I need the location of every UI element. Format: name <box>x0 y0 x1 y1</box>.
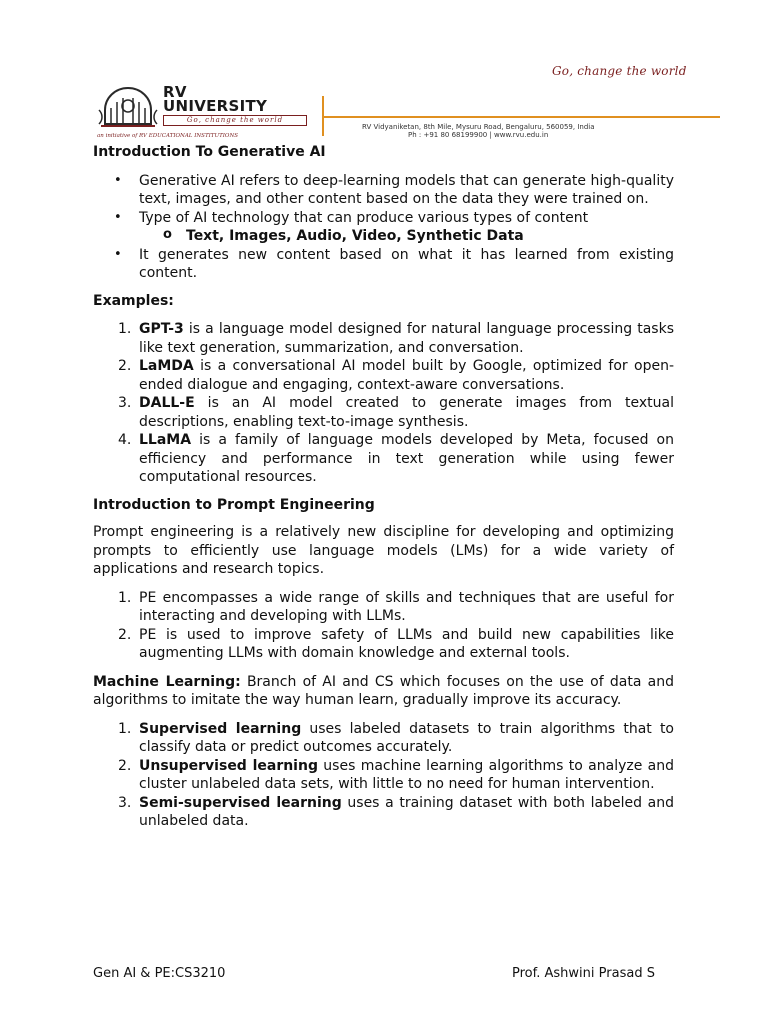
footer-course-code: Gen AI & PE:CS3210 <box>93 966 226 981</box>
list-number: 2. <box>118 358 132 374</box>
list-item-text: is an AI model created to generate images from textual descriptions, enabling text-to-image synthesis. <box>139 395 674 430</box>
list-item <box>93 246 674 283</box>
list-number: 1. <box>118 720 132 737</box>
list-item-text: PE encompasses a wide range of skills and techniques that are useful for interacting and developing with LLMs. <box>139 589 674 624</box>
list-item <box>93 357 674 394</box>
header-address: RV Vidyaniketan, 8th Mile, Mysuru Road, Bengaluru, 560059, India <box>362 123 595 131</box>
prompt-engineering-paragraph: Prompt engineering is a relatively new discipline for developing and optimizing prompts to efficiently use language models (LMs) for a wide variety of applications and research topics. <box>93 524 674 577</box>
list-item <box>93 626 674 663</box>
generative-ai-bullets <box>93 172 674 283</box>
machine-learning-list <box>93 720 674 831</box>
bullet-icon: • <box>114 209 122 225</box>
list-item <box>93 172 674 209</box>
list-item-term: LaMDA <box>139 358 194 374</box>
list-item-term: GPT-3 <box>139 321 184 337</box>
university-emblem-icon <box>97 84 159 130</box>
logo-name-line1: RV <box>163 83 187 101</box>
list-item-term: Unsupervised learning <box>139 757 318 774</box>
list-number: 1. <box>118 321 132 337</box>
list-number: 3. <box>118 794 132 811</box>
list-item <box>93 320 674 357</box>
machine-learning-text: Branch of AI and CS which focuses on the use of data and algorithms to imitate the way human learn, gradually improve its accuracy. <box>93 673 675 708</box>
list-number: 1. <box>118 589 132 606</box>
list-item-text: It generates new content based on what it has learned from existing content. <box>139 246 674 281</box>
document-body <box>93 143 674 831</box>
list-item-text: is a family of language models developed by Meta, focused on efficiency and performance in text generation while using fewer computational resources. <box>139 432 674 485</box>
list-item-text: PE is used to improve safety of LLMs and build new capabilities like augmenting LLMs with domain knowledge and external tools. <box>139 626 674 661</box>
list-item-term: LLaMA <box>139 432 192 448</box>
sub-list-item <box>93 227 674 246</box>
list-item-text: uses a training dataset with both labeled and unlabeled data. <box>139 794 674 829</box>
logo-wordmark <box>163 85 267 113</box>
list-item-text: Type of AI technology that can produce various types of content <box>139 209 589 226</box>
section-title-generative-ai: Introduction To Generative AI <box>93 144 326 160</box>
list-item-term: Supervised learning <box>139 720 302 737</box>
list-number: 2. <box>118 757 132 774</box>
list-item-term: DALL-E <box>139 395 195 411</box>
footer-author: Prof. Ashwini Prasad S <box>512 966 655 981</box>
bullet-icon: • <box>114 172 122 188</box>
section-title-examples: Examples: <box>93 292 174 309</box>
sub-list-item-text: Text, Images, Audio, Video, Synthetic Data <box>186 228 524 244</box>
list-number: 4. <box>118 432 132 448</box>
list-item <box>93 720 674 757</box>
logo-tagline: Go, change the world <box>163 115 307 126</box>
list-item-text: uses labeled datasets to train algorithms that to classify data or predict outcomes accurately. <box>139 720 674 755</box>
list-item-term: Semi-supervised learning <box>139 794 342 811</box>
prompt-engineering-list <box>93 589 674 663</box>
header-contact: Ph : +91 80 68199900 | www.rvu.edu.in <box>408 131 549 139</box>
list-item-text: is a conversational AI model built by Google, optimized for open-ended dialogue and engaging, context-aware conversations. <box>139 358 674 393</box>
machine-learning-paragraph <box>93 673 674 710</box>
logo-name-line2: UNIVERSITY <box>163 97 268 115</box>
list-number: 2. <box>118 626 132 643</box>
list-item-text: is a language model designed for natural language processing tasks like text generation, summarization, and conversation. <box>139 321 674 356</box>
header-horizontal-divider <box>324 116 720 118</box>
list-item-text: Generative AI refers to deep-learning models that can generate high-quality text, images, and other content based on the data they were trained on. <box>139 172 674 207</box>
list-item <box>93 209 674 228</box>
bullet-icon: • <box>114 246 122 262</box>
list-item <box>93 794 674 831</box>
section-title-prompt-engineering: Introduction to Prompt Engineering <box>93 496 375 513</box>
university-logo <box>97 82 312 137</box>
circle-bullet-icon: o <box>163 227 172 242</box>
list-item <box>93 394 674 431</box>
examples-list <box>93 320 674 487</box>
header-tagline: Go, change the world <box>552 64 687 78</box>
logo-subtext: an initiative of RV EDUCATIONAL INSTITUTIONS <box>97 133 239 139</box>
list-item <box>93 757 674 794</box>
list-item-text: uses machine learning algorithms to analyze and cluster unlabeled data sets, with little to no need for human intervention. <box>139 757 674 792</box>
list-number: 3. <box>118 395 132 411</box>
list-item <box>93 431 674 487</box>
machine-learning-term: Machine Learning: <box>93 673 241 690</box>
list-item <box>93 589 674 626</box>
